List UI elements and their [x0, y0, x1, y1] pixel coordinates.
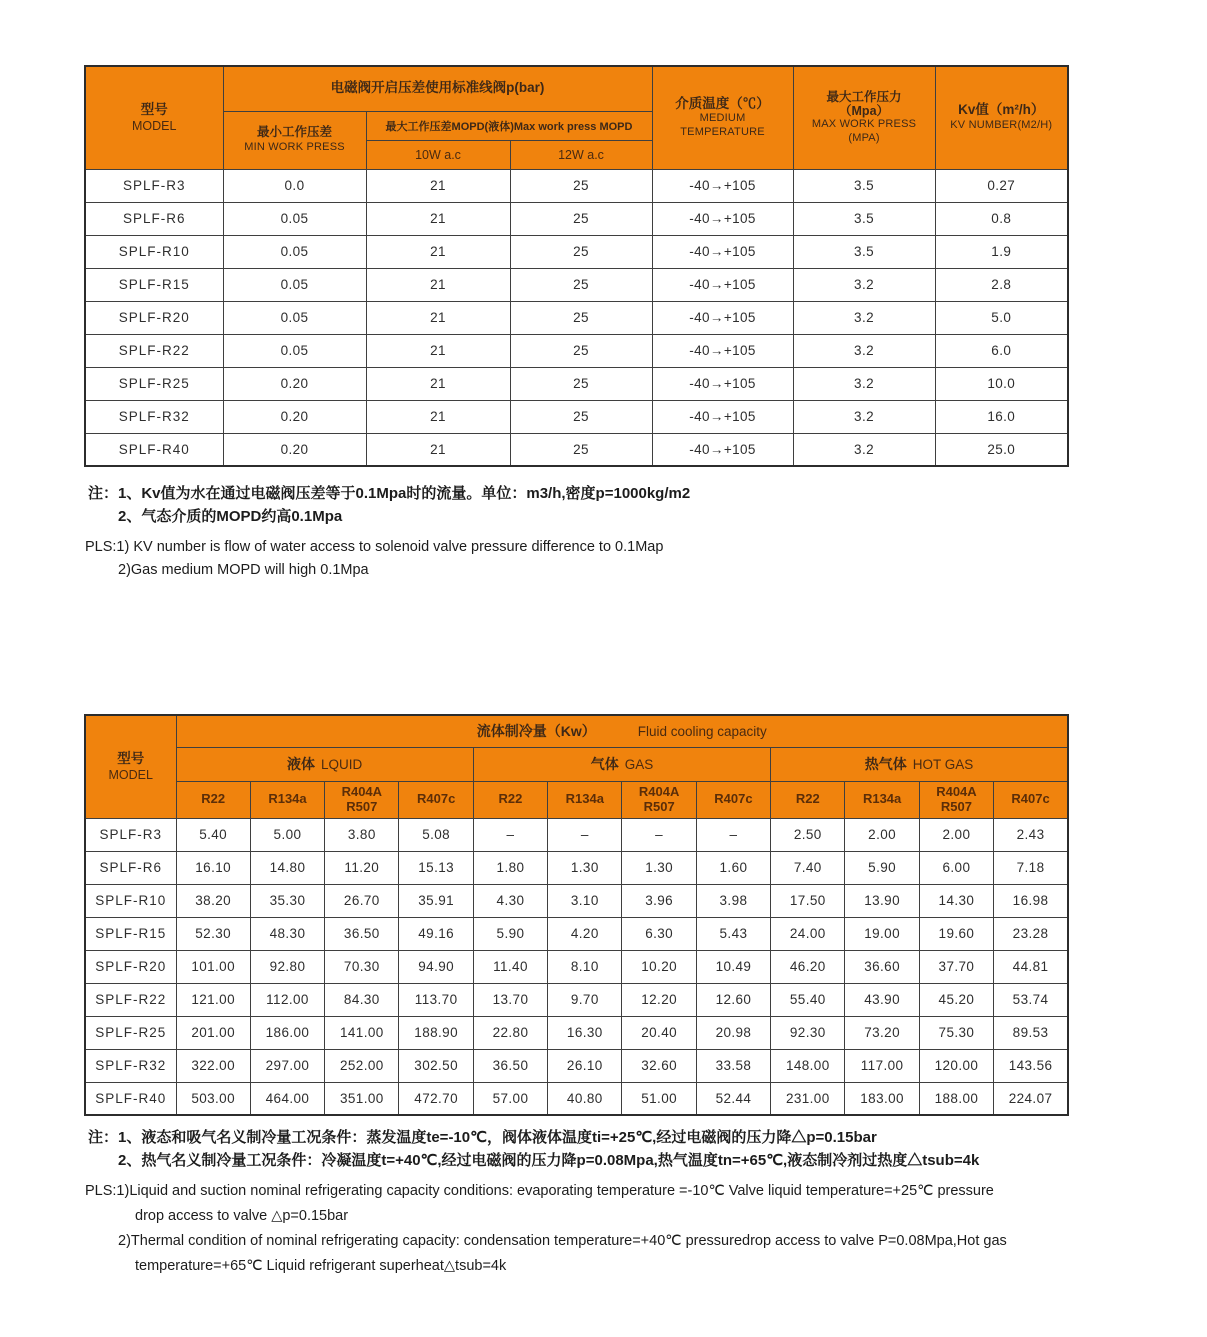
value-cell: 322.00 — [176, 1049, 250, 1082]
value-cell: 25 — [510, 202, 652, 235]
value-cell: 14.30 — [919, 884, 993, 917]
header-row-1 — [85, 66, 1068, 111]
header-max-press-cn2: （Mpa） — [839, 104, 890, 118]
value-cell: 8.10 — [548, 950, 622, 983]
notes-table1 — [85, 482, 690, 582]
model-cell: SPLF-R32 — [85, 400, 223, 433]
header-medium-temp-cn: 介质温度（℃） — [675, 95, 770, 111]
value-cell: 9.70 — [548, 983, 622, 1016]
value-cell: 0.27 — [935, 169, 1068, 202]
value-cell: 3.2 — [793, 367, 935, 400]
value-cell: 21 — [366, 268, 510, 301]
note2-en-line2b: temperature=+65℃ Liquid refrigerant superheat△tsub=4k — [135, 1258, 507, 1274]
header-model — [85, 715, 176, 818]
value-cell: 4.30 — [473, 884, 547, 917]
table-row — [85, 917, 1068, 950]
header-model — [85, 66, 223, 169]
value-cell: 188.90 — [399, 1016, 473, 1049]
value-cell: 3.2 — [793, 268, 935, 301]
value-cell: 186.00 — [250, 1016, 324, 1049]
value-cell: 0.0 — [223, 169, 366, 202]
table-row — [85, 983, 1068, 1016]
table-row — [85, 301, 1068, 334]
value-cell: 17.50 — [771, 884, 845, 917]
value-cell: 37.70 — [919, 950, 993, 983]
header-max-press-en: MAX WORK PRESS — [811, 118, 917, 130]
header-refrigerant-r404a-r507 — [919, 781, 993, 818]
mopd-spec-table — [84, 65, 1069, 467]
value-cell: 22.80 — [473, 1016, 547, 1049]
group-hotgas-cn: 热气体 — [864, 756, 907, 772]
value-cell: 1.60 — [696, 851, 770, 884]
refrigerant-label: R404A — [341, 783, 383, 799]
header-row-3 — [85, 781, 1068, 818]
value-cell: – — [622, 818, 696, 851]
value-cell: 201.00 — [176, 1016, 250, 1049]
header-fluid-cooling-title — [176, 715, 1068, 747]
value-cell: 53.74 — [994, 983, 1068, 1016]
value-cell: 0.05 — [223, 268, 366, 301]
note2-cn-line2: 2、热气名义制冷量工况条件：冷凝温度t=+40℃,经过电磁阀的压力降p=0.08Mpa,热气温度tn=+65℃,液态制冷剂过热度△tsub=4k — [118, 1152, 980, 1169]
header-min-work-press — [223, 111, 366, 169]
header-min-press-en: MIN WORK PRESS — [244, 140, 345, 153]
note1-en-line1: PLS:1) KV number is flow of water access to solenoid valve pressure difference to 0.1Map — [85, 539, 664, 555]
value-cell: 101.00 — [176, 950, 250, 983]
value-cell: 32.60 — [622, 1049, 696, 1082]
value-cell: 5.43 — [696, 917, 770, 950]
value-cell: 92.30 — [771, 1016, 845, 1049]
value-cell: 3.5 — [793, 202, 935, 235]
header-open-press-span — [223, 66, 652, 111]
cooling-capacity-table — [84, 714, 1069, 1116]
note1-en-line2: 2)Gas medium MOPD will high 0.1Mpa — [118, 562, 369, 578]
table-row — [85, 1082, 1068, 1115]
value-cell: 1.30 — [622, 851, 696, 884]
header-medium-temp-en1: MEDIUM — [699, 112, 746, 125]
table-row — [85, 1049, 1068, 1082]
group-liquid-cn: 液体 — [287, 756, 316, 772]
value-cell: 183.00 — [845, 1082, 919, 1115]
header-row-1 — [85, 715, 1068, 747]
value-cell: 5.00 — [250, 818, 324, 851]
model-cell: SPLF-R3 — [85, 169, 223, 202]
refrigerant-label: R134a — [565, 791, 604, 807]
value-cell: 13.90 — [845, 884, 919, 917]
value-cell: 3.96 — [622, 884, 696, 917]
group-gas-cn: 气体 — [590, 756, 619, 772]
table-row — [85, 950, 1068, 983]
header-model-en: MODEL — [132, 119, 177, 134]
header-model-cn: 型号 — [140, 102, 168, 118]
value-cell: -40→+105 — [652, 235, 793, 268]
header-kv-number — [935, 66, 1068, 169]
value-cell: 38.20 — [176, 884, 250, 917]
value-cell: 2.00 — [919, 818, 993, 851]
refrigerant-label: R22 — [795, 791, 820, 807]
model-cell: SPLF-R10 — [85, 884, 176, 917]
table-row — [85, 818, 1068, 851]
value-cell: 16.30 — [548, 1016, 622, 1049]
value-cell: 0.8 — [935, 202, 1068, 235]
header-group-gas — [473, 747, 770, 781]
value-cell: 57.00 — [473, 1082, 547, 1115]
value-cell: 2.00 — [845, 818, 919, 851]
table-row — [85, 367, 1068, 400]
value-cell: 45.20 — [919, 983, 993, 1016]
notes-table2 — [85, 1126, 1007, 1278]
value-cell: 3.2 — [793, 301, 935, 334]
fluid-cooling-title-en: Fluid cooling capacity — [637, 724, 767, 740]
value-cell: 113.70 — [399, 983, 473, 1016]
value-cell: 15.13 — [399, 851, 473, 884]
header-refrigerant-r407c — [696, 781, 770, 818]
note2-en-line2: 2)Thermal condition of nominal refrigerating capacity: condensation temperature=+40℃ pressuredrop access to valve P=0.08Mpa,Hot gas — [118, 1233, 1007, 1249]
header-coil-10w — [366, 140, 510, 169]
table-row — [85, 169, 1068, 202]
value-cell: 16.10 — [176, 851, 250, 884]
header-max-press-en2: (MPA) — [848, 131, 880, 144]
value-cell: 0.05 — [223, 235, 366, 268]
value-cell: 112.00 — [250, 983, 324, 1016]
value-cell: 36.60 — [845, 950, 919, 983]
value-cell: 3.2 — [793, 334, 935, 367]
value-cell: 25 — [510, 235, 652, 268]
header-mopd-label: 最大工作压差MOPD(液体)Max work press MOPD — [385, 120, 633, 133]
header-max-press-cn: 最大工作压力 — [826, 90, 902, 104]
value-cell: 25 — [510, 367, 652, 400]
value-cell: 3.2 — [793, 400, 935, 433]
header-refrigerant-r407c — [994, 781, 1068, 818]
value-cell: 14.80 — [250, 851, 324, 884]
refrigerant-label: R407c — [714, 791, 753, 807]
value-cell: 21 — [366, 202, 510, 235]
value-cell: 70.30 — [325, 950, 399, 983]
value-cell: 21 — [366, 367, 510, 400]
model-cell: SPLF-R20 — [85, 950, 176, 983]
value-cell: 3.98 — [696, 884, 770, 917]
header-group-liquid — [176, 747, 473, 781]
header-refrigerant-r407c — [399, 781, 473, 818]
value-cell: 11.20 — [325, 851, 399, 884]
value-cell: 19.00 — [845, 917, 919, 950]
header-refrigerant-r404a-r507 — [622, 781, 696, 818]
table-row — [85, 884, 1068, 917]
header-refrigerant-r134a — [845, 781, 919, 818]
value-cell: 21 — [366, 301, 510, 334]
value-cell: 25 — [510, 334, 652, 367]
value-cell: 26.70 — [325, 884, 399, 917]
group-gas-en: GAS — [624, 757, 654, 772]
value-cell: – — [548, 818, 622, 851]
value-cell: 25 — [510, 169, 652, 202]
value-cell: 25 — [510, 301, 652, 334]
value-cell: 24.00 — [771, 917, 845, 950]
model-cell: SPLF-R40 — [85, 1082, 176, 1115]
value-cell: 36.50 — [473, 1049, 547, 1082]
value-cell: 10.49 — [696, 950, 770, 983]
value-cell: – — [473, 818, 547, 851]
value-cell: 25 — [510, 433, 652, 466]
value-cell: 5.90 — [473, 917, 547, 950]
model-cell: SPLF-R3 — [85, 818, 176, 851]
value-cell: 3.5 — [793, 235, 935, 268]
value-cell: 464.00 — [250, 1082, 324, 1115]
model-cell: SPLF-R25 — [85, 1016, 176, 1049]
table-row — [85, 433, 1068, 466]
value-cell: 297.00 — [250, 1049, 324, 1082]
fluid-cooling-title-cn: 流体制冷量（Kw） — [476, 723, 596, 740]
value-cell: 503.00 — [176, 1082, 250, 1115]
value-cell: 12.60 — [696, 983, 770, 1016]
value-cell: 3.80 — [325, 818, 399, 851]
value-cell: 143.56 — [994, 1049, 1068, 1082]
refrigerant-label: R507 — [940, 798, 972, 814]
model-cell: SPLF-R22 — [85, 983, 176, 1016]
value-cell: 120.00 — [919, 1049, 993, 1082]
value-cell: 141.00 — [325, 1016, 399, 1049]
value-cell: 231.00 — [771, 1082, 845, 1115]
header-refrigerant-r404a-r507 — [325, 781, 399, 818]
value-cell: 0.05 — [223, 301, 366, 334]
value-cell: 52.30 — [176, 917, 250, 950]
value-cell: 2.43 — [994, 818, 1068, 851]
value-cell: 472.70 — [399, 1082, 473, 1115]
value-cell: 94.90 — [399, 950, 473, 983]
value-cell: 33.58 — [696, 1049, 770, 1082]
value-cell: 35.91 — [399, 884, 473, 917]
value-cell: 25.0 — [935, 433, 1068, 466]
refrigerant-label: R407c — [416, 791, 456, 807]
header-kv-en: KV NUMBER(M2/H) — [950, 119, 1053, 132]
refrigerant-label: R134a — [268, 791, 307, 807]
value-cell: 0.05 — [223, 334, 366, 367]
value-cell: 3.2 — [793, 433, 935, 466]
value-cell: 0.20 — [223, 433, 366, 466]
header-refrigerant-r22 — [176, 781, 250, 818]
value-cell: 21 — [366, 235, 510, 268]
note1-cn-line2: 2、气态介质的MOPD约高0.1Mpa — [118, 508, 343, 525]
value-cell: 5.0 — [935, 301, 1068, 334]
header-mopd-span — [366, 111, 652, 140]
value-cell: 19.60 — [919, 917, 993, 950]
value-cell: 25 — [510, 400, 652, 433]
refrigerant-label: R507 — [643, 798, 675, 814]
value-cell: -40→+105 — [652, 400, 793, 433]
header-kv-cn: Kv值（m²/h） — [958, 102, 1045, 118]
value-cell: 10.20 — [622, 950, 696, 983]
value-cell: 35.30 — [250, 884, 324, 917]
value-cell: 0.20 — [223, 400, 366, 433]
value-cell: 7.40 — [771, 851, 845, 884]
model-cell: SPLF-R15 — [85, 917, 176, 950]
value-cell: 188.00 — [919, 1082, 993, 1115]
table-row — [85, 235, 1068, 268]
value-cell: 6.0 — [935, 334, 1068, 367]
header-refrigerant-r22 — [473, 781, 547, 818]
value-cell: 7.18 — [994, 851, 1068, 884]
table-row — [85, 1016, 1068, 1049]
value-cell: 224.07 — [994, 1082, 1068, 1115]
value-cell: 52.44 — [696, 1082, 770, 1115]
value-cell: 2.50 — [771, 818, 845, 851]
value-cell: 16.0 — [935, 400, 1068, 433]
table-row — [85, 400, 1068, 433]
value-cell: 21 — [366, 169, 510, 202]
value-cell: 46.20 — [771, 950, 845, 983]
refrigerant-label: R404A — [936, 783, 977, 799]
value-cell: 6.00 — [919, 851, 993, 884]
header-max-work-press — [793, 66, 935, 169]
coil-10w-label: 10W a.c — [415, 147, 461, 162]
value-cell: 26.10 — [548, 1049, 622, 1082]
value-cell: 21 — [366, 334, 510, 367]
value-cell: -40→+105 — [652, 202, 793, 235]
value-cell: 2.8 — [935, 268, 1068, 301]
value-cell: 10.0 — [935, 367, 1068, 400]
note1-cn-line1: 注：1、Kv值为水在通过电磁阀压差等于0.1Mpa时的流量。单位：m3/h,密度p=1000kg/m2 — [88, 485, 691, 502]
value-cell: 20.40 — [622, 1016, 696, 1049]
value-cell: 21 — [366, 433, 510, 466]
value-cell: 5.08 — [399, 818, 473, 851]
value-cell: 302.50 — [399, 1049, 473, 1082]
header-row-2 — [85, 747, 1068, 781]
value-cell: 48.30 — [250, 917, 324, 950]
value-cell: 1.9 — [935, 235, 1068, 268]
refrigerant-label: R507 — [346, 798, 378, 814]
value-cell: 92.80 — [250, 950, 324, 983]
value-cell: 5.40 — [176, 818, 250, 851]
value-cell: 121.00 — [176, 983, 250, 1016]
model-cell: SPLF-R25 — [85, 367, 223, 400]
value-cell: 1.30 — [548, 851, 622, 884]
value-cell: 84.30 — [325, 983, 399, 1016]
value-cell: 0.20 — [223, 367, 366, 400]
header-group-hot-gas — [771, 747, 1068, 781]
value-cell: 44.81 — [994, 950, 1068, 983]
value-cell: 13.70 — [473, 983, 547, 1016]
value-cell: 21 — [366, 400, 510, 433]
header-coil-12w — [510, 140, 652, 169]
value-cell: 51.00 — [622, 1082, 696, 1115]
header-model-cn: 型号 — [117, 751, 145, 767]
header-medium-temp-en2: TEMPERATURE — [680, 126, 765, 139]
model-cell: SPLF-R22 — [85, 334, 223, 367]
header-open-press-label: 电磁阀开启压差使用标准线阀p(bar) — [330, 80, 545, 96]
value-cell: -40→+105 — [652, 301, 793, 334]
model-cell: SPLF-R15 — [85, 268, 223, 301]
value-cell: 16.98 — [994, 884, 1068, 917]
header-refrigerant-r134a — [250, 781, 324, 818]
value-cell: -40→+105 — [652, 169, 793, 202]
refrigerant-label: R407c — [1011, 791, 1050, 807]
value-cell: 117.00 — [845, 1049, 919, 1082]
refrigerant-label: R134a — [862, 791, 902, 807]
header-refrigerant-r134a — [548, 781, 622, 818]
value-cell: 0.05 — [223, 202, 366, 235]
header-medium-temp — [652, 66, 793, 169]
value-cell: -40→+105 — [652, 334, 793, 367]
note2-en-line1: PLS:1)Liquid and suction nominal refrigerating capacity conditions: evaporating temperature =-10℃ Valve liquid temperature=+25℃ pressure — [85, 1183, 994, 1199]
model-cell: SPLF-R10 — [85, 235, 223, 268]
refrigerant-label: R22 — [498, 791, 523, 807]
header-refrigerant-r22 — [771, 781, 845, 818]
value-cell: 4.20 — [548, 917, 622, 950]
header-min-press-cn: 最小工作压差 — [256, 125, 332, 140]
value-cell: 3.5 — [793, 169, 935, 202]
value-cell: -40→+105 — [652, 268, 793, 301]
value-cell: 40.80 — [548, 1082, 622, 1115]
value-cell: 148.00 — [771, 1049, 845, 1082]
value-cell: 49.16 — [399, 917, 473, 950]
value-cell: 25 — [510, 268, 652, 301]
header-model-en: MODEL — [108, 768, 153, 783]
model-cell: SPLF-R32 — [85, 1049, 176, 1082]
value-cell: – — [696, 818, 770, 851]
value-cell: 6.30 — [622, 917, 696, 950]
value-cell: 43.90 — [845, 983, 919, 1016]
table-row — [85, 268, 1068, 301]
value-cell: 36.50 — [325, 917, 399, 950]
value-cell: -40→+105 — [652, 433, 793, 466]
refrigerant-label: R404A — [638, 783, 680, 799]
table-row — [85, 202, 1068, 235]
value-cell: 75.30 — [919, 1016, 993, 1049]
refrigerant-label: R22 — [201, 791, 226, 807]
group-hotgas-en: HOT GAS — [912, 757, 974, 772]
value-cell: 20.98 — [696, 1016, 770, 1049]
table-row — [85, 851, 1068, 884]
model-cell: SPLF-R6 — [85, 851, 176, 884]
value-cell: 73.20 — [845, 1016, 919, 1049]
model-cell: SPLF-R6 — [85, 202, 223, 235]
value-cell: -40→+105 — [652, 367, 793, 400]
coil-12w-label: 12W a.c — [558, 147, 604, 162]
value-cell: 12.20 — [622, 983, 696, 1016]
table-row — [85, 334, 1068, 367]
value-cell: 23.28 — [994, 917, 1068, 950]
model-cell: SPLF-R40 — [85, 433, 223, 466]
value-cell: 252.00 — [325, 1049, 399, 1082]
value-cell: 351.00 — [325, 1082, 399, 1115]
group-liquid-en: LQUID — [321, 757, 363, 772]
note2-cn-line1: 注：1、液态和吸气名义制冷量工况条件：蒸发温度te=-10℃，阀体液体温度ti=+25℃,经过电磁阀的压力降△p=0.15bar — [88, 1129, 877, 1146]
note2-en-line1b: drop access to valve △p=0.15bar — [135, 1208, 349, 1224]
model-cell: SPLF-R20 — [85, 301, 223, 334]
value-cell: 11.40 — [473, 950, 547, 983]
value-cell: 55.40 — [771, 983, 845, 1016]
value-cell: 5.90 — [845, 851, 919, 884]
value-cell: 3.10 — [548, 884, 622, 917]
value-cell: 1.80 — [473, 851, 547, 884]
value-cell: 89.53 — [994, 1016, 1068, 1049]
